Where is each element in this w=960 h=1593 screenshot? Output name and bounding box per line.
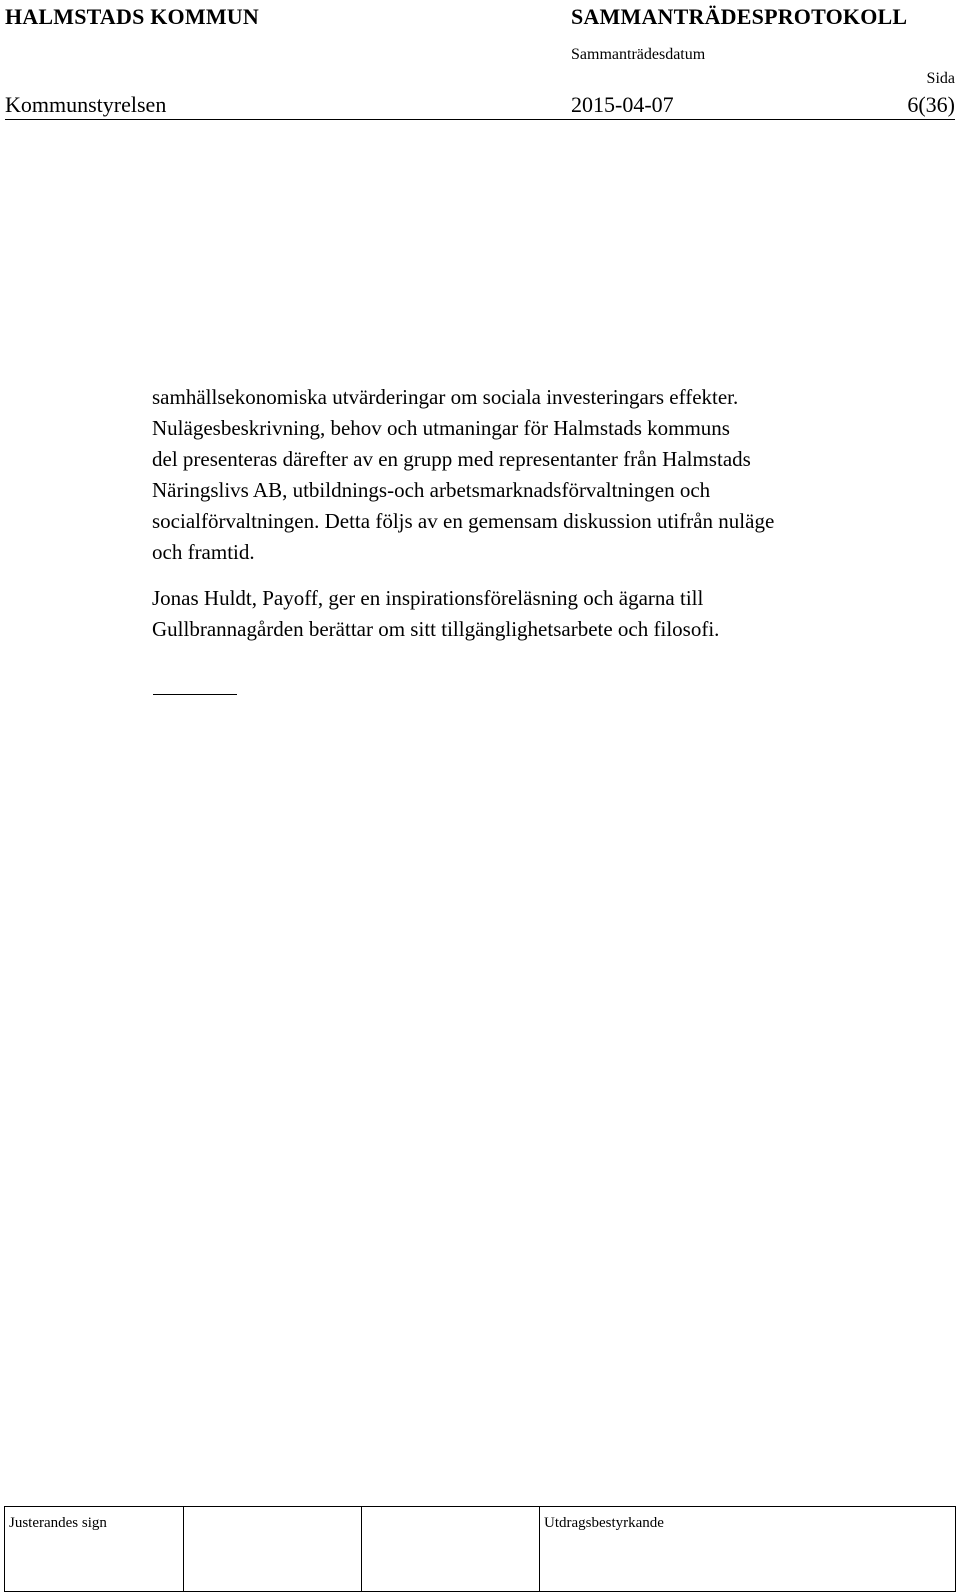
header-divider <box>5 119 955 120</box>
meeting-date-label: Sammanträdesdatum <box>571 46 706 63</box>
signature-table <box>4 1506 956 1592</box>
signature-cell <box>362 1507 540 1591</box>
paragraph-1 <box>152 382 952 568</box>
adjusters-sign-cell <box>5 1507 184 1591</box>
paragraph-line: socialförvaltningen. Detta följs av en gemensam diskussion utifrån nuläge <box>152 509 775 533</box>
page-number: 6(36) <box>907 92 955 117</box>
section-end-rule <box>153 694 237 695</box>
paragraph-line: och framtid. <box>152 540 255 564</box>
paragraph-line: Jonas Huldt, Payoff, ger en inspirationsföreläsning och ägarna till <box>152 586 704 610</box>
page-label: Sida <box>926 70 955 87</box>
board-name: Kommunstyrelsen <box>5 92 167 117</box>
paragraph-2 <box>152 583 952 645</box>
certification-cell <box>540 1507 955 1591</box>
certification-label: Utdragsbestyrkande <box>544 1515 664 1531</box>
paragraph-line: samhällsekonomiska utvärderingar om sociala investeringars effekter. <box>152 385 739 409</box>
meeting-date: 2015-04-07 <box>571 92 674 117</box>
paragraph-line: Gullbrannagården berättar om sitt tillgänglighetsarbete och filosofi. <box>152 617 720 641</box>
document-type: SAMMANTRÄDESPROTOKOLL <box>571 4 908 29</box>
organization-name: HALMSTADS KOMMUN <box>5 4 259 29</box>
paragraph-line: del presenteras därefter av en grupp med representanter från Halmstads <box>152 447 751 471</box>
paragraph-line: Näringslivs AB, utbildnings-och arbetsmarknadsförvaltningen och <box>152 478 711 502</box>
adjusters-sign-label: Justerandes sign <box>9 1515 107 1531</box>
paragraph-line: Nulägesbeskrivning, behov och utmaningar för Halmstads kommuns <box>152 416 730 440</box>
signature-cell <box>184 1507 362 1591</box>
